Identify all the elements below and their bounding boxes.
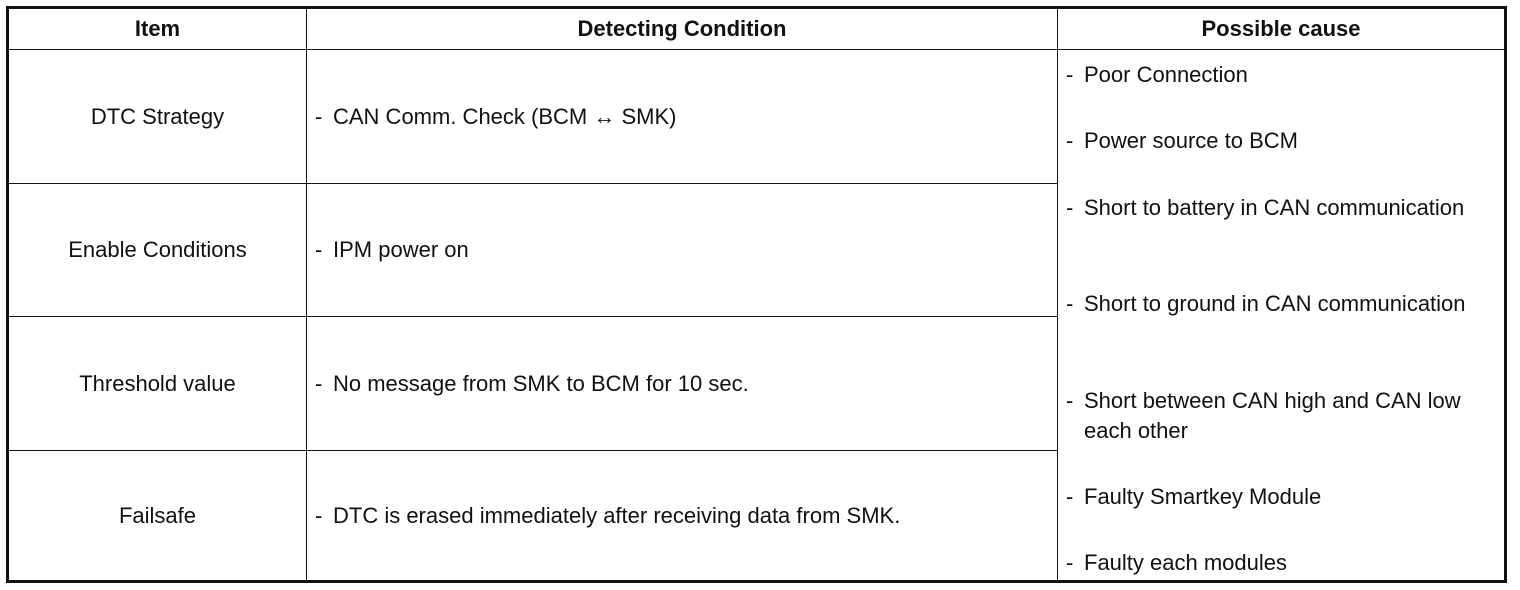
bullet-dash: - [1066, 291, 1074, 316]
cause-item [1066, 193, 1494, 223]
bullet-dash: - [315, 103, 323, 129]
possible-cause-list [1058, 50, 1504, 580]
bullet-dash: - [1066, 128, 1074, 153]
cause-text: Short to ground in CAN communication [1084, 291, 1466, 316]
cause-item [1066, 289, 1494, 319]
condition-dtc-strategy [307, 50, 1058, 184]
condition-failsafe [307, 451, 1058, 580]
header-detecting-condition: Detecting Condition [307, 9, 1058, 50]
bullet-dash: - [1066, 484, 1074, 509]
cause-text: Short to battery in CAN communication [1084, 195, 1465, 220]
bullet-dash: - [315, 237, 323, 262]
item-failsafe: Failsafe [9, 451, 307, 580]
cause-text: Faulty Smartkey Module [1084, 484, 1322, 509]
condition-threshold-value [307, 317, 1058, 451]
cause-item [1066, 60, 1494, 90]
condition-text: No message from SMK to BCM for 10 sec. [333, 370, 749, 396]
cause-text: Poor Connection [1084, 62, 1248, 87]
bullet-dash: - [315, 502, 323, 528]
header-possible-cause: Possible cause [1058, 9, 1504, 50]
bullet-dash: - [1066, 550, 1074, 575]
condition-enable-conditions [307, 184, 1058, 317]
bullet-dash: - [1066, 195, 1074, 220]
header-item: Item [9, 9, 307, 50]
bullet-dash: - [1066, 388, 1074, 413]
cause-text: Faulty each modules [1084, 550, 1287, 575]
item-threshold-value: Threshold value [9, 317, 307, 451]
bullet-dash: - [1066, 62, 1074, 87]
cause-item [1066, 386, 1494, 446]
item-dtc-strategy: DTC Strategy [9, 50, 307, 184]
cause-item [1066, 126, 1494, 156]
condition-text: CAN Comm. Check (BCM ↔ SMK) [333, 103, 677, 129]
cause-text: Power source to BCM [1084, 128, 1298, 153]
cause-item [1066, 482, 1494, 512]
condition-text: DTC is erased immediately after receiving data from SMK. [333, 502, 901, 528]
condition-text: IPM power on [333, 237, 469, 262]
bullet-dash: - [315, 370, 323, 396]
cause-text: Short between CAN high and CAN low each other [1084, 388, 1461, 443]
cause-item [1066, 548, 1494, 578]
item-enable-conditions: Enable Conditions [9, 184, 307, 317]
dtc-table [6, 6, 1507, 583]
